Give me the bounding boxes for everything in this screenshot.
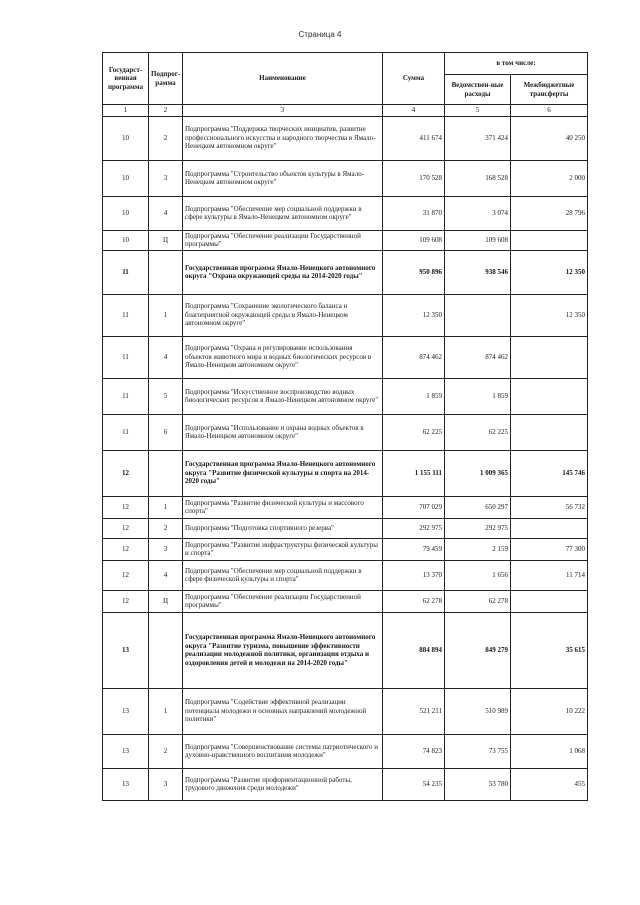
transfer-amount	[511, 230, 588, 250]
transfer-amount: 145 746	[511, 450, 588, 496]
program-code: 11	[103, 336, 149, 378]
subprogram-code	[149, 612, 183, 688]
subprogram-code: 3	[149, 768, 183, 800]
departmental-amount	[445, 294, 511, 336]
column-number: 1	[103, 105, 149, 117]
program-code: 11	[103, 378, 149, 414]
transfer-amount	[511, 336, 588, 378]
transfer-amount	[511, 378, 588, 414]
sum-amount: 707 029	[383, 496, 445, 518]
program-name: Подпрограмма "Подготовка спортивного резерва"	[183, 518, 383, 538]
program-code: 11	[103, 250, 149, 294]
departmental-amount: 62 278	[445, 590, 511, 612]
transfer-amount	[511, 590, 588, 612]
departmental-amount: 1 009 365	[445, 450, 511, 496]
program-name: Государственная программа Ямало-Ненецкого автономного округа "Охрана окружающей среды на 2014-2020 годы"	[183, 250, 383, 294]
transfer-amount: 12 350	[511, 294, 588, 336]
subprogram-row	[103, 768, 588, 800]
transfer-amount	[511, 414, 588, 450]
program-name: Подпрограмма "Развитие инфраструктуры физической культуры и спорта"	[183, 538, 383, 560]
program-name: Подпрограмма "Использование и охрана водных объектов в Ямало-Ненецком автономном округе"	[183, 414, 383, 450]
subprogram-row	[103, 688, 588, 734]
program-row	[103, 612, 588, 688]
column-number: 6	[511, 105, 588, 117]
transfer-amount: 35 615	[511, 612, 588, 688]
subprogram-row	[103, 196, 588, 230]
sum-amount: 74 823	[383, 734, 445, 768]
program-name: Подпрограмма "Развитие профориентационной работы, трудового движения среди молодежи"	[183, 768, 383, 800]
sum-amount: 170 528	[383, 160, 445, 196]
sum-amount: 79 459	[383, 538, 445, 560]
program-code: 13	[103, 688, 149, 734]
transfer-amount	[511, 518, 588, 538]
header-program: Государст-венная программа	[103, 53, 149, 105]
subprogram-row	[103, 734, 588, 768]
departmental-amount: 292 975	[445, 518, 511, 538]
column-number: 3	[183, 105, 383, 117]
departmental-amount: 62 225	[445, 414, 511, 450]
departmental-amount: 3 074	[445, 196, 511, 230]
departmental-amount: 849 279	[445, 612, 511, 688]
transfer-amount: 28 796	[511, 196, 588, 230]
program-name: Подпрограмма "Обеспечение мер социальной поддержки в сфере физической культуры и спорта"	[183, 560, 383, 590]
budget-table	[102, 52, 588, 801]
program-name: Подпрограмма "Строительство объектов культуры в Ямало-Ненецком автономном округе"	[183, 160, 383, 196]
program-name: Подпрограмма "Обеспечение мер социальной поддержки в сфере культуры в Ямало-Ненецком автономном округе"	[183, 196, 383, 230]
transfer-amount: 455	[511, 768, 588, 800]
header-subprogram: Подпрог-рамма	[149, 53, 183, 105]
subprogram-row	[103, 590, 588, 612]
program-name: Подпрограмма "Обеспечение реализации Государственной программы"	[183, 230, 383, 250]
transfer-amount: 1 068	[511, 734, 588, 768]
header-departmental: Ведомствен-ные расходы	[445, 75, 511, 105]
transfer-amount: 77 300	[511, 538, 588, 560]
departmental-amount: 650 297	[445, 496, 511, 518]
sum-amount: 874 462	[383, 336, 445, 378]
program-code: 12	[103, 590, 149, 612]
subprogram-row	[103, 336, 588, 378]
table-body	[103, 116, 588, 800]
program-name: Подпрограмма "Поддержка творческих инициатив, развитие профессионального искусства и народного творчества в Ямало-Ненецком автономном округе"	[183, 116, 383, 160]
transfer-amount: 2 000	[511, 160, 588, 196]
sum-amount: 292 975	[383, 518, 445, 538]
program-code: 12	[103, 496, 149, 518]
header-group: в том числе:	[445, 53, 588, 75]
subprogram-row	[103, 496, 588, 518]
program-code: 10	[103, 230, 149, 250]
sum-amount: 950 896	[383, 250, 445, 294]
program-code: 10	[103, 116, 149, 160]
subprogram-code: 4	[149, 196, 183, 230]
program-name: Подпрограмма "Сохранение экологического баланса и благоприятной окружающей среды в Ямало-Ненецком автономном округе"	[183, 294, 383, 336]
header-sum: Сумма	[383, 53, 445, 105]
header-transfers: Межбюджетные трансферты	[511, 75, 588, 105]
program-code: 12	[103, 538, 149, 560]
column-number: 5	[445, 105, 511, 117]
departmental-amount: 510 989	[445, 688, 511, 734]
departmental-amount: 2 159	[445, 538, 511, 560]
program-code: 11	[103, 414, 149, 450]
sum-amount: 109 608	[383, 230, 445, 250]
program-name: Государственная программа Ямало-Ненецкого автономного округа "Развитие туризма, повышение эффективности реализации молодежной политики, организация отдыха и оздоровления детей и молодежи на 2014-2020 годы"	[183, 612, 383, 688]
subprogram-row	[103, 518, 588, 538]
subprogram-code: Ц	[149, 230, 183, 250]
program-code: 12	[103, 560, 149, 590]
sum-amount: 1 859	[383, 378, 445, 414]
program-code: 13	[103, 734, 149, 768]
subprogram-row	[103, 230, 588, 250]
program-row	[103, 250, 588, 294]
column-number: 2	[149, 105, 183, 117]
subprogram-row	[103, 160, 588, 196]
subprogram-code: 1	[149, 688, 183, 734]
column-number-row	[103, 105, 588, 117]
program-code: 11	[103, 294, 149, 336]
program-code: 12	[103, 450, 149, 496]
departmental-amount: 53 780	[445, 768, 511, 800]
sum-amount: 12 350	[383, 294, 445, 336]
departmental-amount: 1 859	[445, 378, 511, 414]
transfer-amount: 12 350	[511, 250, 588, 294]
subprogram-code: 2	[149, 734, 183, 768]
subprogram-code: 2	[149, 518, 183, 538]
program-code: 13	[103, 612, 149, 688]
subprogram-row	[103, 294, 588, 336]
departmental-amount: 73 755	[445, 734, 511, 768]
subprogram-code: Ц	[149, 590, 183, 612]
program-name: Подпрограмма "Искусственное воспроизводство водных биологических ресурсов в Ямало-Ненецком автономном округе"	[183, 378, 383, 414]
sum-amount: 13 370	[383, 560, 445, 590]
departmental-amount: 938 546	[445, 250, 511, 294]
subprogram-row	[103, 560, 588, 590]
sum-amount: 54 235	[383, 768, 445, 800]
program-code: 10	[103, 160, 149, 196]
subprogram-code	[149, 450, 183, 496]
transfer-amount: 11 714	[511, 560, 588, 590]
transfer-amount: 40 250	[511, 116, 588, 160]
program-code: 13	[103, 768, 149, 800]
sum-amount: 31 870	[383, 196, 445, 230]
sum-amount: 62 225	[383, 414, 445, 450]
subprogram-code: 3	[149, 160, 183, 196]
sum-amount: 62 278	[383, 590, 445, 612]
program-name: Государственная программа Ямало-Ненецкого автономного округа "Развитие физической культуры и спорта на 2014-2020 годы"	[183, 450, 383, 496]
header-name: Наименование	[183, 53, 383, 105]
departmental-amount: 874 462	[445, 336, 511, 378]
program-code: 10	[103, 196, 149, 230]
subprogram-row	[103, 116, 588, 160]
table-header	[103, 53, 588, 117]
sum-amount: 884 894	[383, 612, 445, 688]
column-number: 4	[383, 105, 445, 117]
program-name: Подпрограмма "Содействие эффективной реализации потенциала молодежи и основных направлений молодежной политики"	[183, 688, 383, 734]
page-label: Страница 4	[298, 30, 342, 39]
departmental-amount: 168 528	[445, 160, 511, 196]
program-name: Подпрограмма "Охрана и регулирование использования объектов животного мира и водных биологических ресурсов в Ямало-Ненецком автономном округе"	[183, 336, 383, 378]
subprogram-row	[103, 414, 588, 450]
sum-amount: 521 211	[383, 688, 445, 734]
subprogram-code: 1	[149, 294, 183, 336]
subprogram-code: 2	[149, 116, 183, 160]
subprogram-code	[149, 250, 183, 294]
departmental-amount: 1 656	[445, 560, 511, 590]
subprogram-code: 5	[149, 378, 183, 414]
subprogram-row	[103, 538, 588, 560]
sum-amount: 1 155 111	[383, 450, 445, 496]
transfer-amount: 10 222	[511, 688, 588, 734]
subprogram-code: 6	[149, 414, 183, 450]
subprogram-code: 4	[149, 336, 183, 378]
subprogram-code: 1	[149, 496, 183, 518]
subprogram-code: 3	[149, 538, 183, 560]
transfer-amount: 56 732	[511, 496, 588, 518]
program-row	[103, 450, 588, 496]
program-name: Подпрограмма "Развитие физической культуры и массового спорта"	[183, 496, 383, 518]
departmental-amount: 371 424	[445, 116, 511, 160]
program-code: 12	[103, 518, 149, 538]
sum-amount: 411 674	[383, 116, 445, 160]
subprogram-code: 4	[149, 560, 183, 590]
program-name: Подпрограмма "Обеспечение реализации Государственной программы"	[183, 590, 383, 612]
departmental-amount: 109 608	[445, 230, 511, 250]
program-name: Подпрограмма "Совершенствование системы патриотического и духовно-нравственного воспитания молодежи"	[183, 734, 383, 768]
subprogram-row	[103, 378, 588, 414]
